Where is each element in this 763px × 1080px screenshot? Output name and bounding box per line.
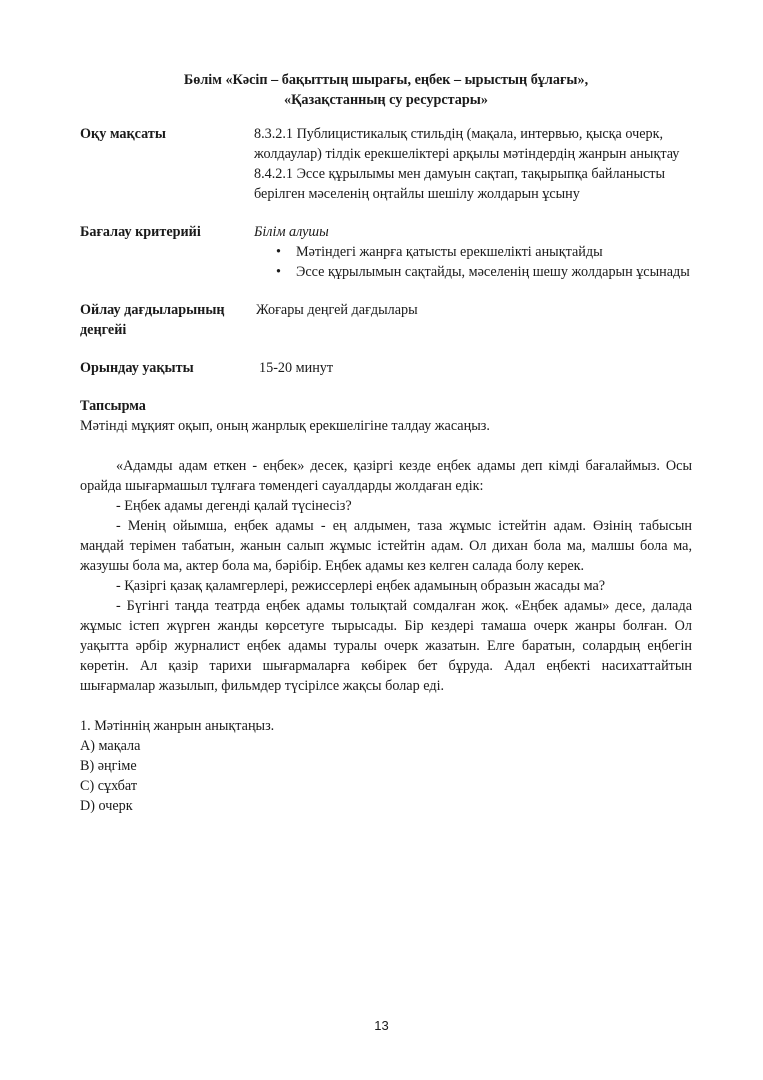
section-title-line-2: «Қазақстанның су ресурстары» — [284, 92, 488, 108]
answer-option-c: C) сұхбат — [80, 778, 138, 794]
passage-paragraph: - Қазіргі қазақ қаламгерлері, режиссерлері еңбек адамының образын жасады ма? — [116, 578, 606, 594]
page-number: 13 — [374, 1018, 389, 1033]
learning-objective-value — [254, 124, 692, 204]
answer-option-a: A) мақала — [80, 738, 141, 754]
section-title — [80, 70, 692, 110]
criteria-intro: Білім алушы — [254, 224, 329, 240]
completion-time-label: Орындау уақыты — [80, 360, 194, 376]
section-title-line-1: Бөлім «Кәсіп – бақыттың шырағы, еңбек – ырыстың бұлағы», — [183, 72, 589, 88]
assessment-criteria-row — [80, 222, 692, 282]
objective-item: 8.4.2.1 Эссе құрылымы мен дамуын сақтап, тақырыпқа байланысты берілген мәселенің оңтайлы шешілу жолдарын ұсыну — [254, 166, 666, 202]
answer-option-d: D) очерк — [80, 798, 133, 814]
question-text: 1. Мәтіннің жанрын анықтаңыз. — [80, 718, 275, 734]
learning-objective-label: Оқу мақсаты — [80, 126, 166, 142]
question-block — [80, 716, 692, 816]
thinking-skills-row — [80, 300, 692, 340]
assessment-criteria-label: Бағалау критерийі — [80, 224, 201, 240]
answer-option-b: B) әңгіме — [80, 758, 137, 774]
task-heading: Тапсырма — [80, 398, 146, 414]
criteria-item: • Мәтіндегі жанрға қатысты ерекшелікті анықтайды — [276, 242, 692, 262]
reading-passage — [80, 456, 692, 696]
completion-time-row — [80, 358, 692, 378]
passage-paragraph: - Менің ойымша, еңбек адамы - ең алдымен, таза жұмыс істейтін адам. Өзінің табысын маңдай терімен табатын, жанын салып жұмыс істейтін адам. Ол дихан бола ма, малшы бола ма, жазушы бола ма, актер бола ма, бәрібір. Еңбек адамы кез келген салада болу керек. — [80, 518, 692, 574]
document-page — [80, 70, 692, 816]
passage-paragraph: - Еңбек адамы дегенді қалай түсінесіз? — [116, 498, 352, 514]
thinking-skills-value: Жоғары деңгей дағдылары — [256, 302, 418, 318]
passage-paragraph: «Адамды адам еткен - еңбек» десек, қазіргі кезде еңбек адамы деп кімді бағалаймыз. Осы орайда шығармашыл тұлғаға төмендегі сауалдарды жолдаған едік: — [80, 458, 692, 494]
criteria-list — [254, 242, 692, 282]
learning-objective-row — [80, 124, 692, 204]
completion-time-value: 15-20 минут — [259, 360, 334, 376]
objective-item: 8.3.2.1 Публицистикалық стильдің (мақала, интервью, қысқа очерк, жолдаулар) тілдік ерекшеліктері арқылы мәтіндердің жанрын анықтау — [254, 126, 680, 162]
assessment-criteria-value — [254, 222, 692, 282]
passage-paragraph: - Бүгінгі таңда театрда еңбек адамы толықтай сомдалған жоқ. «Еңбек адамы» десе, далада жұмыс істеп жүрген жанды көрсетуге тырысады. Бір кездері тамаша очерк жанры болған. Ол уақытта әрбір журналист еңбек адамы туралы очерк жазатын. Елге баратын, солардың еңбегін көретін. Ал қазір тарихи шығармаларға көбірек бет бұруда. Адал еңбекті насихаттайтын шығармалар жазылып, фильмдер түсірілсе жақсы болар еді. — [80, 598, 692, 694]
task-instruction: Мәтінді мұқият оқып, оның жанрлық ерекшелігіне талдау жасаңыз. — [80, 418, 490, 434]
thinking-skills-label: Ойлау дағдыларының деңгейі — [80, 302, 225, 338]
criteria-item: • Эссе құрылымын сақтайды, мәселенің шешу жолдарын ұсынады — [276, 262, 692, 282]
